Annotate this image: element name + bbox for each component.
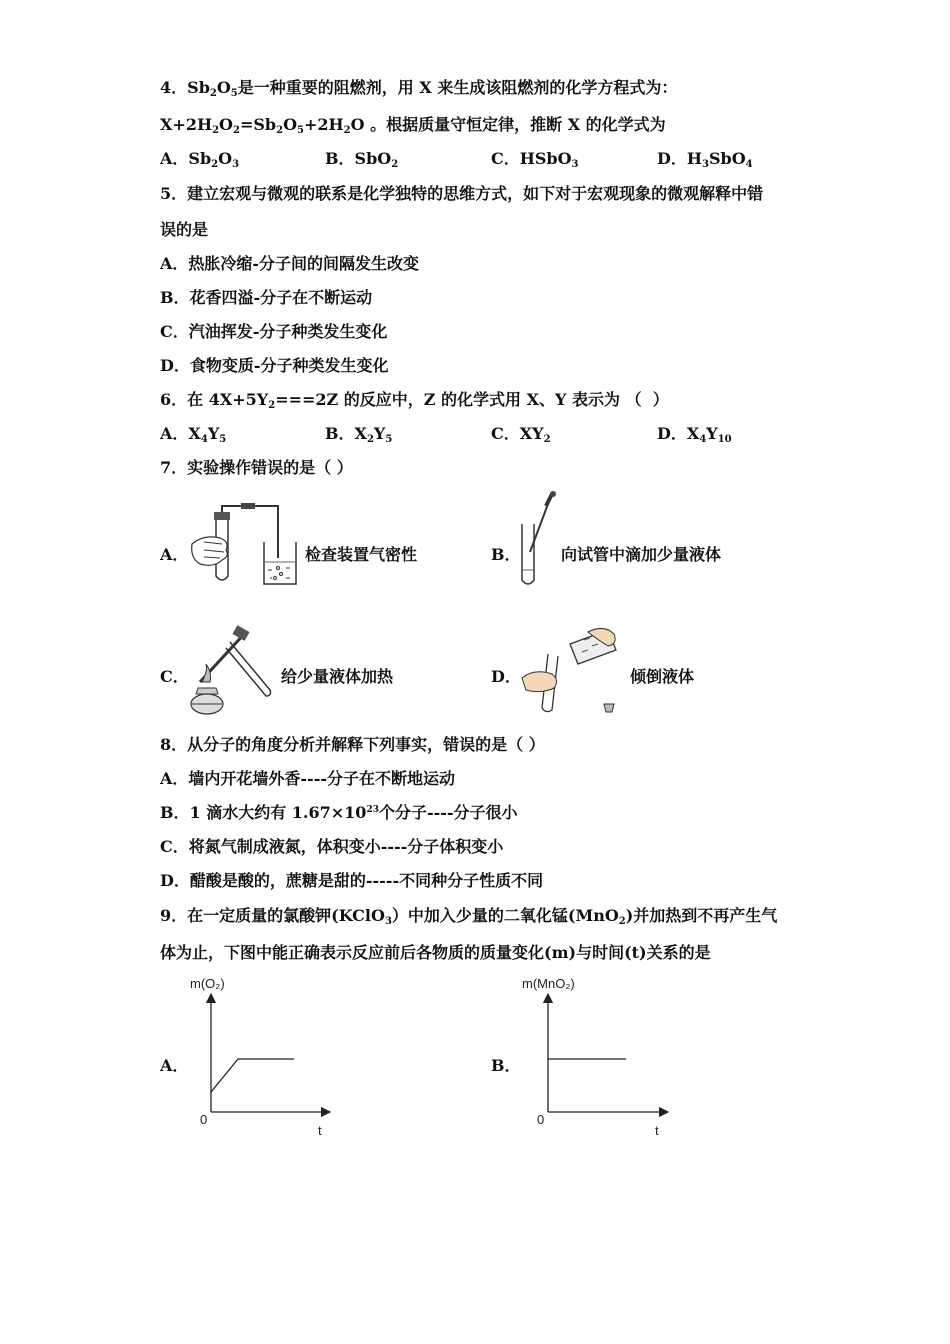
q4-option-a: A．$Sb_2O_3$: [160, 149, 240, 170]
q5-stem-line1: 5．建立宏观与微观的联系是化学独特的思维方式，如下对于宏观现象的微观解释中错: [160, 184, 764, 203]
q8-option-b: B．1 滴水大约有 $1.67\times 10^{23}$个分子----分子很小: [160, 803, 518, 822]
graph-a-curve: [211, 1059, 294, 1092]
q5-stem-line2: 误的是: [160, 220, 209, 239]
q9-graph-a: [186, 972, 336, 1142]
q5-option-c: C．汽油挥发-分子种类发生变化: [160, 322, 388, 341]
q8-option-a: A．墙内开花墙外香----分子在不断地运动: [160, 769, 455, 788]
q8-option-c: C．将氮气制成液氮，体积变小----分子体积变小: [160, 837, 504, 856]
q7-option-b-label: B．: [491, 545, 521, 564]
q6-option-d: D．$X_4Y_{10}$: [657, 424, 732, 445]
graph-a-origin: 0: [200, 1112, 208, 1127]
heating-liquid-illustration: [186, 624, 282, 718]
q4-option-b: B．SbO$_2$: [325, 149, 399, 170]
q9-option-a-label: A．: [160, 1056, 189, 1075]
q4-option-d: D．$H_3SbO_4$: [657, 149, 753, 170]
graph-a-y-label: m(O₂): [190, 976, 225, 991]
q7-option-d-caption: 倾倒液体: [630, 667, 695, 686]
q5-option-d: D．食物变质-分子种类发生变化: [160, 356, 389, 375]
airtightness-check-illustration: [186, 498, 306, 590]
q7-option-d-label: D．: [491, 667, 521, 686]
graph-a-x-label: t: [318, 1123, 322, 1138]
q9-option-b-label: B．: [491, 1056, 521, 1075]
q7-option-a-caption: 检查装置气密性: [305, 545, 418, 564]
graph-b-y-label: m(MnO₂): [522, 976, 575, 991]
q6-option-a: A．$X_4Y_5$: [160, 424, 227, 445]
pouring-liquid-illustration: [518, 624, 624, 716]
q7-option-b-caption: 向试管中滴加少量液体: [561, 545, 722, 564]
graph-b-x-label: t: [655, 1123, 659, 1138]
q6-option-c: C．$XY_2$: [491, 424, 551, 445]
q7-stem: 7．实验操作错误的是（ ）: [160, 458, 353, 477]
q4-stem-line2: $X+2H_2O_2=Sb_2O_5+2H_2O$ 。根据质量守恒定律，推断 X 的化学式为: [160, 115, 666, 136]
q7-option-a-label: A．: [160, 545, 189, 564]
q7-option-c-caption: 给少量液体加热: [281, 667, 394, 686]
q8-option-d: D．醋酸是酸的，蔗糖是甜的-----不同种分子性质不同: [160, 871, 544, 890]
q4-stem-line1: 4．$Sb_2O_5$是一种重要的阻燃剂，用 X 来生成该阻燃剂的化学方程式为：: [160, 78, 678, 99]
q6-option-b: B．$X_2Y_5$: [325, 424, 393, 445]
q4-option-c: C．HSbO$_3$: [491, 149, 579, 170]
dropper-test-tube-illustration: [510, 490, 560, 590]
q9-stem-line2: 体为止，下图中能正确表示反应前后各物质的质量变化(m)与时间(t)关系的是: [160, 943, 711, 962]
q9-graph-b: [518, 972, 678, 1142]
q7-option-c-label: C．: [160, 667, 189, 686]
q8-stem: 8．从分子的角度分析并解释下列事实，错误的是（ ）: [160, 735, 545, 754]
q9-stem-line1: 9．在一定质量的氯酸钾(KClO$_3$）中加入少量的二氧化锰(MnO$_2$)并加热到不再产生气: [160, 906, 778, 927]
q5-option-b: B．花香四溢-分子在不断运动: [160, 288, 373, 307]
graph-b-origin: 0: [537, 1112, 545, 1127]
q5-option-a: A．热胀冷缩-分子间的间隔发生改变: [160, 254, 420, 273]
q6-stem: 6．在 $4X+5Y_2===2Z$ 的反应中，Z 的化学式用 X、Y 表示为 （ ）: [160, 390, 669, 411]
